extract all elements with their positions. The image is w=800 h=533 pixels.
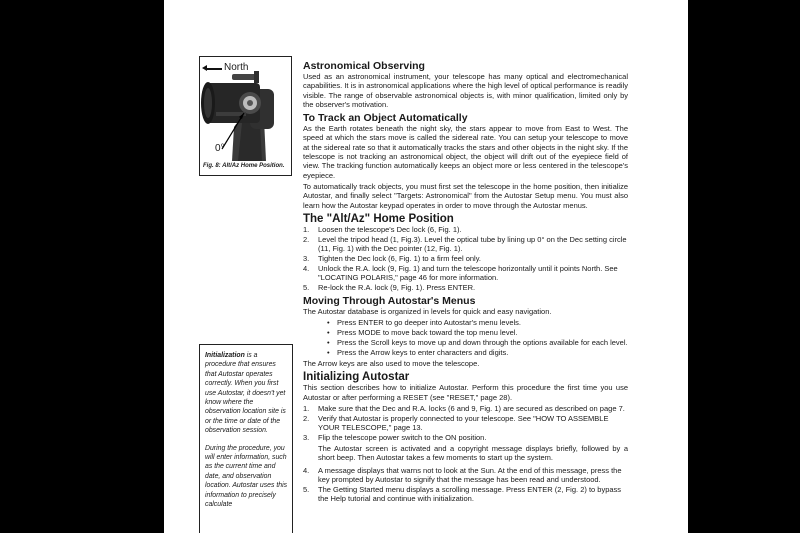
list-item: • Press the Arrow keys to enter characters and digits. xyxy=(303,348,628,357)
init-steps-list xyxy=(303,404,628,442)
heading-track-object: To Track an Object Automatically xyxy=(303,112,468,125)
init-intro: This section describes how to initialize Autostar. Perform this procedure the first time you use Autostar or after performing a RESET (see "RESET," page 28). xyxy=(303,383,628,402)
note-paragraph-1 xyxy=(205,351,288,436)
heading-initializing: Initializing Autostar xyxy=(303,371,410,384)
list-item: 1. Loosen the telescope's Dec lock (6, Fig. 1). xyxy=(303,224,462,234)
section-astronomical-observing xyxy=(303,60,628,109)
figure-caption: Fig. 8: Alt/Az Home Position. xyxy=(203,163,285,169)
list-item: • Press ENTER to go deeper into Autostar's menu levels. xyxy=(303,318,628,327)
zero-degree-label: 0° xyxy=(215,143,225,154)
north-label: North xyxy=(224,62,249,73)
list-item: 2. Verify that Autostar is properly connected to your telescope. See "HOW TO ASSEMBLE YOUR TELESCOPE," page 13. xyxy=(303,413,609,432)
north-arrow-icon xyxy=(206,68,222,70)
track-paragraph-2: To automatically track objects, you must first set the telescope in the home position, then initialize Autostar, and finally select "Targets: Astronomical" from the Autostar Setup menu. You must also learn how the Autostar keypad operates in order to move through the Autostar menus. xyxy=(303,181,628,210)
list-item: 4. A message displays that warns not to look at the Sun. At the end of this message, press the key prompted by Autostar to signify that the message has been read and understood. xyxy=(303,465,622,484)
list-item: • Press the Scroll keys to move up and down through the options available for each level. xyxy=(303,338,628,347)
list-item: 1. Make sure that the Dec and R.A. locks (6 and 9, Fig. 1) are secured as described on page 7. xyxy=(303,403,625,413)
note-paragraph-2: During the procedure, you will enter information, such as the current time and date, and observation location. Autostar uses this information to precisely calculate xyxy=(205,444,288,509)
menus-intro: The Autostar database is organized in levels for quick and easy navigation. xyxy=(303,306,552,316)
list-item: 3. Tighten the Dec lock (6, Fig. 1) to a firm feel only. xyxy=(303,253,481,263)
list-item: • Press MODE to move back toward the top menu level. xyxy=(303,328,628,337)
main-column xyxy=(303,60,628,506)
figure-8 xyxy=(199,56,292,176)
manual-page xyxy=(164,0,688,533)
init-steps-list-2 xyxy=(303,466,628,504)
list-item: 5. Re-lock the R.A. lock (9, Fig. 1). Press ENTER. xyxy=(303,282,476,292)
menus-outro: The Arrow keys are also used to move the telescope. xyxy=(303,358,480,368)
list-item: 3. Flip the telescope power switch to the ON position. xyxy=(303,432,487,442)
menus-bullets xyxy=(303,318,628,357)
section-menus xyxy=(303,295,628,368)
list-item: 5. The Getting Started menu displays a scrolling message. Press ENTER (2, Fig. 2) to bypass the Help tutorial and continue with initialization. xyxy=(303,484,622,503)
section-home-position xyxy=(303,213,628,292)
heading-astronomical-observing: Astronomical Observing xyxy=(303,60,425,72)
section-track-object xyxy=(303,112,628,210)
list-item: 4. Unlock the R.A. lock (9, Fig. 1) and turn the telescope horizontally until it points North. See "LOCATING POLARIS," page 46 for more information. xyxy=(303,263,618,282)
section-initializing xyxy=(303,371,628,503)
note-lead: Initialization xyxy=(205,352,245,359)
astro-body: Used as an astronomical instrument, your telescope has many optical and electromechanical capabilities. It is in astronomical applications where the high level of optical performance is readily visible. The range of observable astronomical objects is, with minor qualification, limited only by the observer's motivation. xyxy=(303,72,628,109)
initialization-note xyxy=(199,344,293,533)
note-p1-text: is a procedure that ensures that Autostar operates correctly. When you first use Autostar, it doesn't yet know where the observation location site is or the time or date of the observation session. xyxy=(205,352,286,435)
heading-home-position: The "Alt/Az" Home Position xyxy=(303,212,454,225)
track-paragraph-1: As the Earth rotates beneath the night sky, the stars appear to move from East to West. The speed at which the stars move is called the sidereal rate. You can setup your telescope to move at the sidereal rate so that it automatically tracks the stars and other objects in the night sky. If the telescope is not tracking an astronomical object, the object will drift out of the eyepiece field of view. The tracking function automatically keeps an object more or less centered in the telescope's eyepiece. xyxy=(303,124,628,180)
heading-menus: Moving Through Autostar's Menus xyxy=(303,294,476,307)
home-steps-list xyxy=(303,225,628,292)
init-step3-detail: The Autostar screen is activated and a copyright message displays briefly, followed by a short beep. Then Autostar takes a few moments to start up the system. xyxy=(318,444,628,463)
list-item: 2. Level the tripod head (1, Fig.3). Level the optical tube by lining up 0° on the Dec setting circle (11, Fig. 1) with the Dec pointer (12, Fig. 1). xyxy=(303,234,627,253)
